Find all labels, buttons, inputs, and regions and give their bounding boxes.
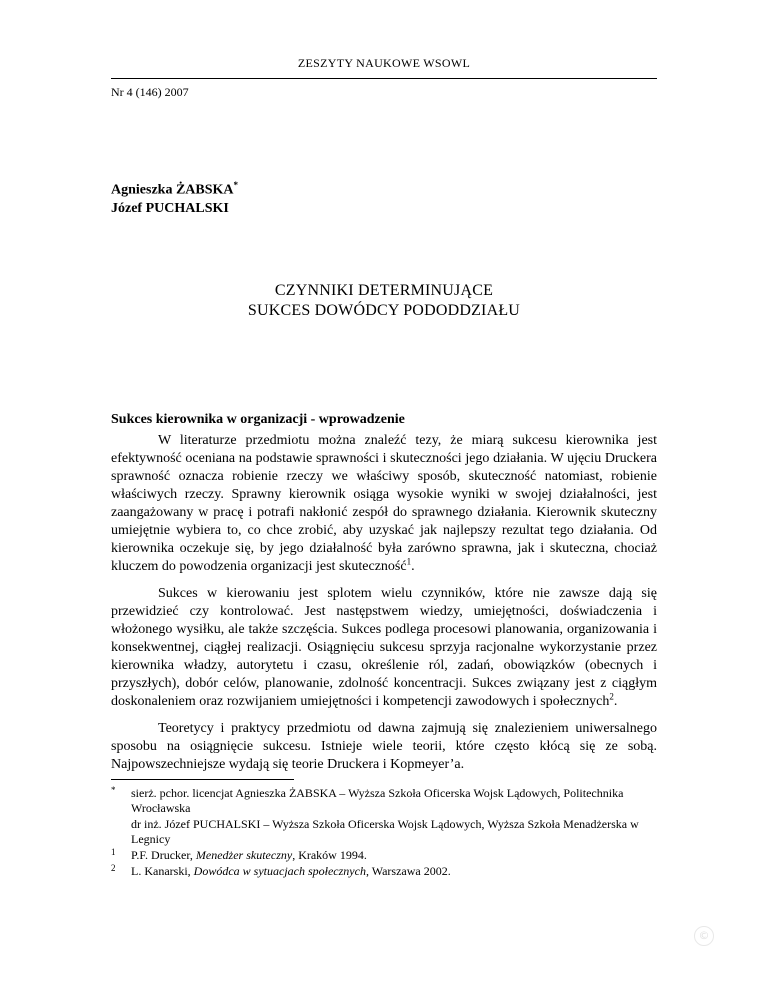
- footnote-mark: *: [111, 785, 116, 795]
- article-body: [111, 432, 657, 783]
- footnote-mark: 1: [111, 847, 116, 857]
- author-footnote-mark[interactable]: *: [233, 180, 239, 190]
- footnote-ref[interactable]: 1: [406, 556, 412, 567]
- footnote-ref[interactable]: 2: [609, 691, 614, 702]
- author-name: Józef PUCHALSKI: [111, 200, 229, 216]
- footnote-2: 2 L. Kanarski, Dowódca w sytuacjach społecznych, Warszawa 2002.: [111, 863, 451, 878]
- body-paragraph: W literaturze przedmiotu można znaleźć tezy, że miarą sukcesu kierownika jest efektywność oceniana na podstawie sprawności i skuteczności jego działania. W ujęciu Druckera sprawność oznacza robienie rzeczy we właściwy sposób, skuteczność natomiast, robienie właściwych rzeczy. Sprawny kierownik osiąga wysokie wyniki w swojej działalności, jest zaangażowany w pracę i potrafi nakłonić zespół do sprawnego działania. Kierownik skuteczny umiejętnie wybiera to, co chce zrobić, aby uzyskać jak najlepszy rezultat tego działania. Od kierownika oczekuje się, by jego działalność była zarówno sprawna, jak i skuteczna, chociaż kluczem do powodzenia organizacji jest skuteczność$^1$.: [111, 433, 657, 574]
- footnote-mark: 2: [111, 863, 116, 873]
- issue-number: Nr 4 (146) 2007: [111, 85, 189, 99]
- body-paragraph: Teoretycy i praktycy przedmiotu od dawna zajmują się znalezieniem uniwersalnego sposobu na osiągnięcie sukcesu. Istnieje wiele teorii, które często kłócą się ze sobą. Najpowszechniejsze wydają się teorie Druckera i Kopmeyer’a.: [111, 721, 657, 772]
- article-title: [0, 281, 768, 321]
- watermark-icon: ©: [694, 926, 714, 946]
- book-title: Menedżer skuteczny: [195, 848, 293, 862]
- header-rule: [111, 78, 657, 79]
- footnote-1: 1 P.F. Drucker, Menedżer skuteczny, Kraków 1994.: [111, 847, 367, 862]
- footnote-author: * sierż. pchor. licencjat Agnieszka ŻABSKA – Wyższa Szkoła Oficerska Wojsk Lądowych, Politechnika Wrocławska: [111, 785, 624, 815]
- title-line: CZYNNIKI DETERMINUJĄCE: [274, 282, 494, 299]
- author-name: Agnieszka ŻABSKA*: [111, 180, 239, 198]
- footnote-author: dr inż. Józef PUCHALSKI – Wyższa Szkoła Oficerska Wojsk Lądowych, Wyższa Szkoła Menadżerska w Legnicy: [131, 817, 639, 846]
- body-paragraph: Sukces w kierowaniu jest splotem wielu czynników, które nie zawsze dają się przewidzieć czy kontrolować. Jest następstwem wiedzy, umiejętności, doświadczenia i włożonego wysiłku, ale także szczęścia. Sukces podlega procesowi planowania, organizowania i konsekwentnej, ciągłej realizacji. Osiągnięciu sukcesu sprzyja racjonalne wykorzystanie przez kierownika władzy, autorytetu i czasu, określenie ról, zadań, obowiązków (obecnych i przyszłych), dobór celów, planowanie, zdolność koncentracji. Sukces związany jest z ciągłym doskonaleniem oraz rozwijaniem umiejętności i kompetencji zawodowych i społecznych$^2$.: [111, 586, 657, 709]
- section-heading: Sukces kierownika w organizacji - wprowadzenie: [111, 412, 405, 427]
- running-header: ZESZYTY NAUKOWE WSOWL: [297, 56, 471, 70]
- footnote-rule: [111, 779, 294, 780]
- title-line: SUKCES DOWÓDCY PODODDZIAŁU: [247, 302, 521, 319]
- author-list: [111, 176, 238, 218]
- footnotes: [111, 786, 657, 880]
- book-title: Dowódca w sytuacjach społecznych: [193, 864, 366, 878]
